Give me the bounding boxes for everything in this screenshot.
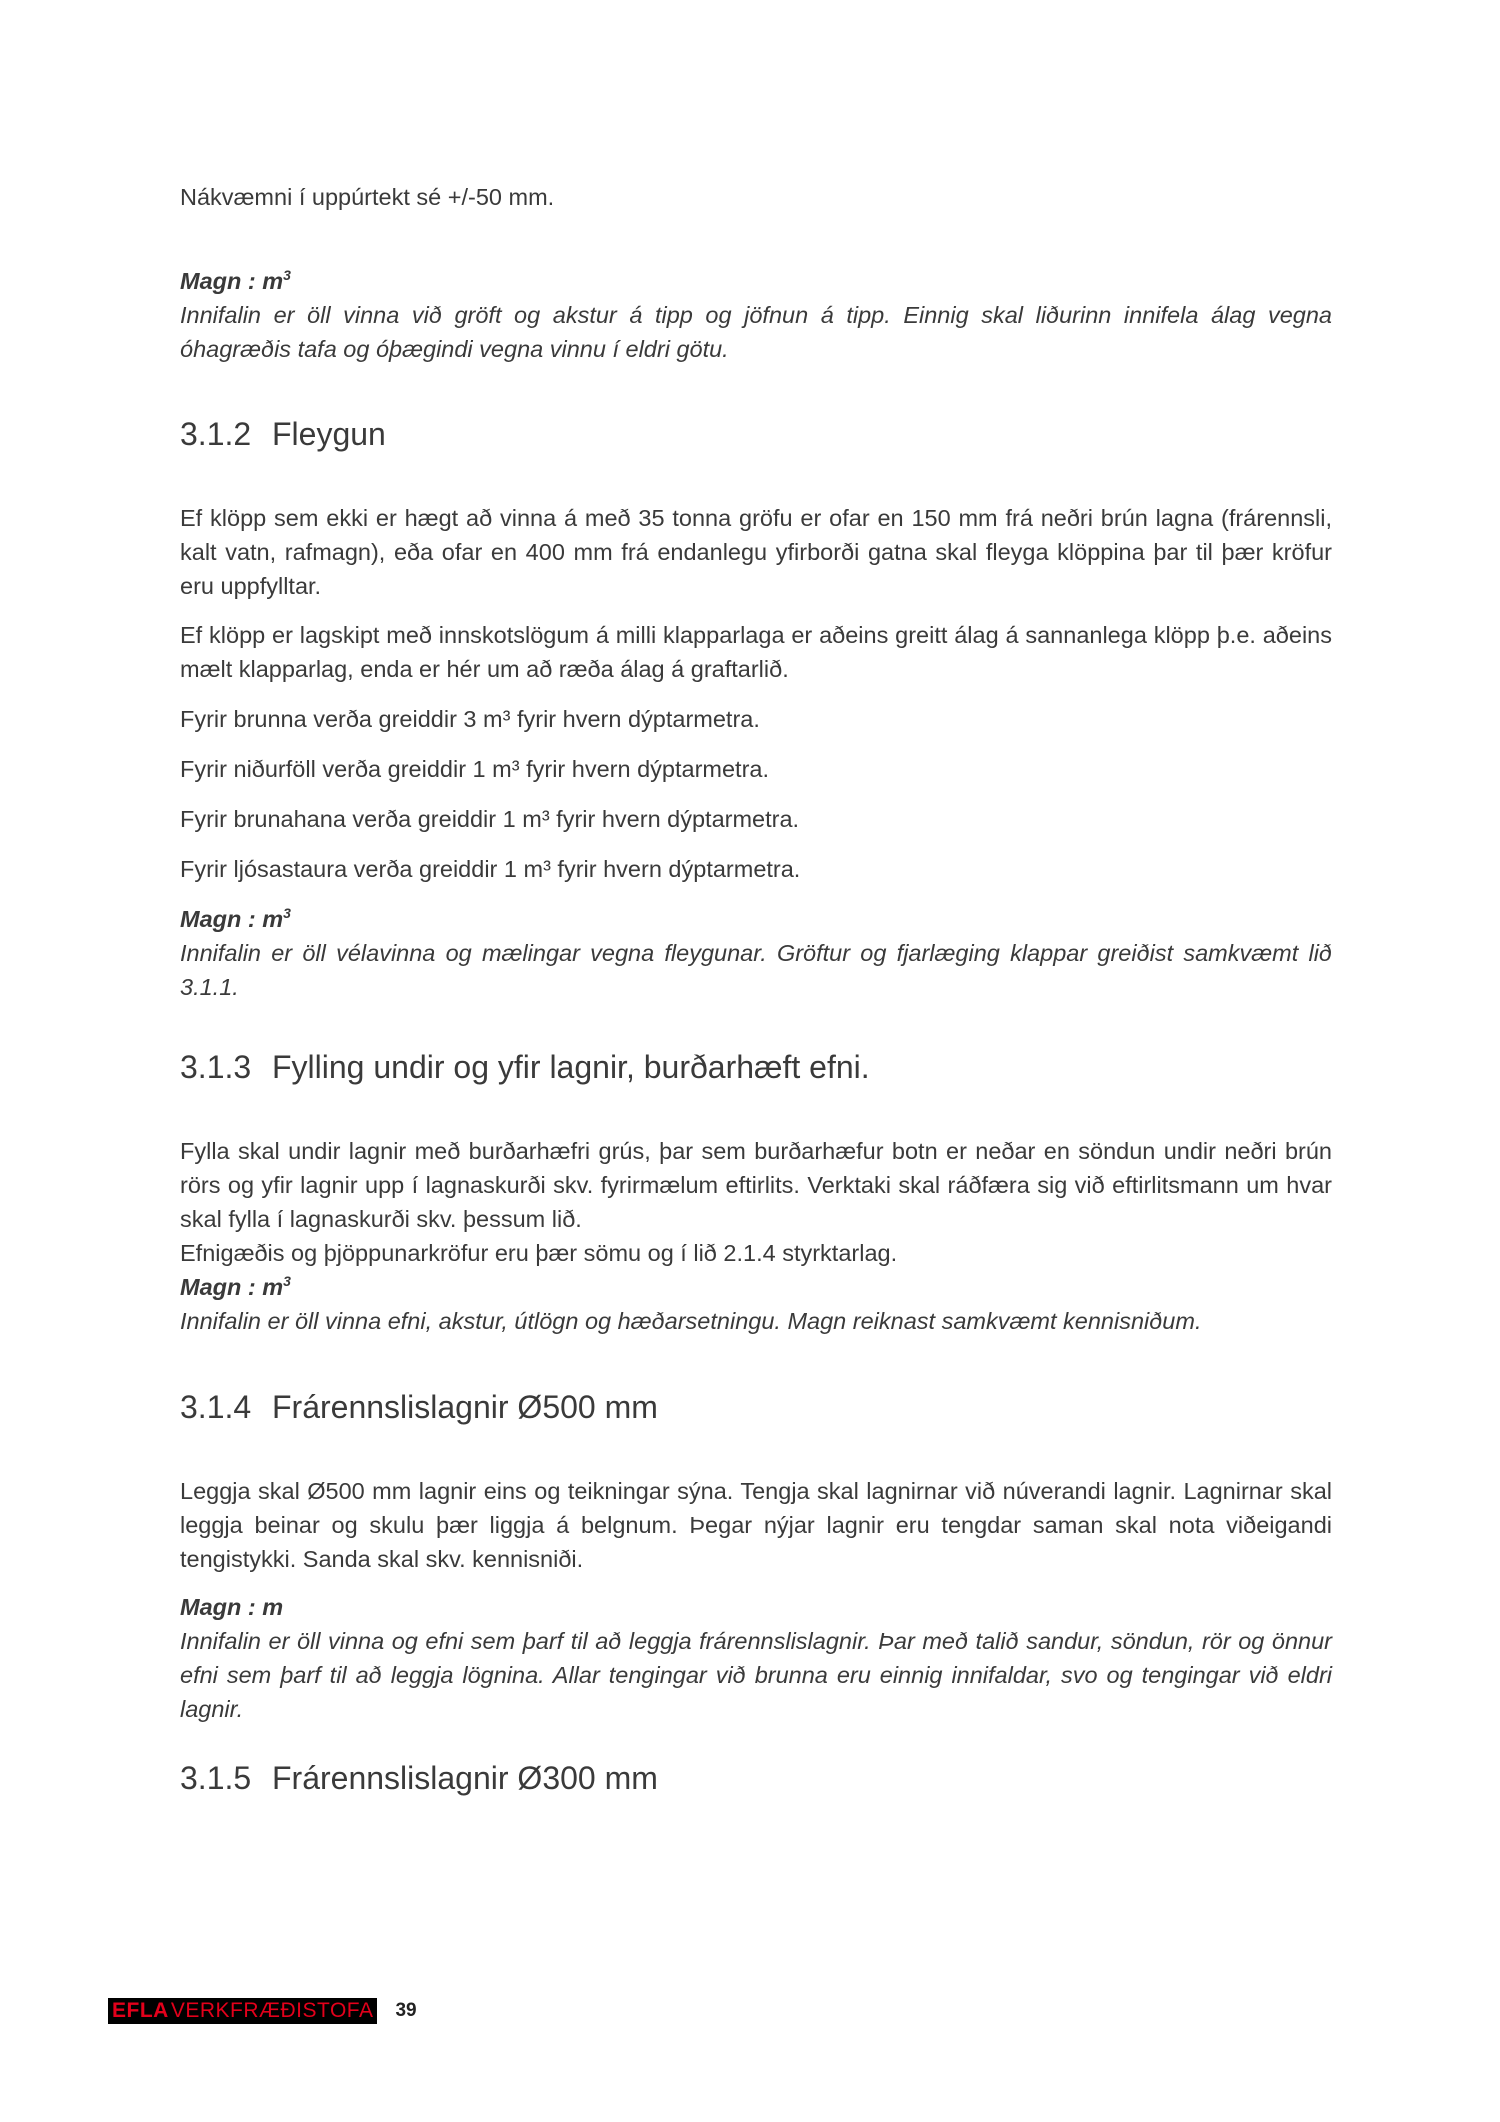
fleygun-line-brunahanar: Fyrir brunahana verða greiddir 1 m³ fyrir hvern dýptarmetra. (180, 806, 800, 832)
efla-logo: EFLA VERKFRÆÐISTOFA (108, 1998, 377, 2024)
magn-note-313: Innifalin er öll vinna efni, akstur, útlögn og hæðarsetningu. Magn reiknast samkvæmt kennisniðum. (180, 1308, 1202, 1334)
magn-label-314: Magn : m (180, 1594, 284, 1620)
page-number: 39 (395, 2000, 417, 2021)
section-heading-3-1-5: 3.1.5 Frárennslislagnir Ø300 mm (180, 1760, 658, 1796)
magn-note-312: Innifalin er öll vélavinna og mælingar vegna fleygunar. Gröftur og fjarlæging klappar greiðist samkvæmt lið 3.1.1. (180, 940, 1332, 1000)
fleygun-paragraph-1: Ef klöpp sem ekki er hægt að vinna á með 35 tonna gröfu er ofar en 150 mm frá neðri brún lagna (frárennsli, kalt vatn, rafmagn), eða ofar en 400 mm frá endanlegu yfirborði gatna skal fleyga klöppina þar til þær kröfur eru uppfylltar. (180, 505, 1332, 599)
section-heading-3-1-3: 3.1.3 Fylling undir og yfir lagnir, burðarhæft efni. (180, 1049, 870, 1085)
fleygun-line-brunnar: Fyrir brunna verða greiddir 3 m³ fyrir hvern dýptarmetra. (180, 706, 760, 732)
frarennsli-500-paragraph: Leggja skal Ø500 mm lagnir eins og teikningar sýna. Tengja skal lagnirnar við núverandi lagnir. Lagnirnar skal leggja beinar og skulu þær liggja á belgnum. Þegar nýjar lagnir eru tengdar saman skal nota viðeigandi tengistykki. Sanda skal skv. kennisniði. (180, 1478, 1332, 1572)
section-heading-3-1-4: 3.1.4 Frárennslislagnir Ø500 mm (180, 1389, 658, 1425)
fylling-paragraph-1: Fylla skal undir lagnir með burðarhæfri grús, þar sem burðarhæfur botn er neðar en söndun undir neðri brún rörs og yfir lagnir upp í lagnaskurði skv. fyrirmælum eftirlits. Verktaki skal ráðfæra sig við eftirlitsmann um hvar skal fylla í lagnaskurði skv. þessum lið. (180, 1138, 1332, 1232)
page-footer (108, 1998, 417, 2024)
accuracy-text: Nákvæmni í uppúrtekt sé +/-50 mm. (180, 184, 555, 210)
fylling-paragraph-2: Efnigæðis og þjöppunarkröfur eru þær sömu og í lið 2.1.4 styrktarlag. (180, 1240, 898, 1266)
section-heading-3-1-2: 3.1.2 Fleygun (180, 416, 386, 452)
fleygun-line-ljosastaurar: Fyrir ljósastaura verða greiddir 1 m³ fyrir hvern dýptarmetra. (180, 856, 801, 882)
magn-note-314: Innifalin er öll vinna og efni sem þarf til að leggja frárennslislagnir. Þar með talið sandur, söndun, rör og önnur efni sem þarf til að leggja lögnina. Allar tengingar við brunna eru einnig innifaldar, svo og tengingar við eldri lagnir. (180, 1628, 1332, 1722)
magn-label-312: Magn : $m^3$ (180, 905, 291, 932)
fleygun-line-nidurfoll: Fyrir niðurföll verða greiddir 1 m³ fyrir hvern dýptarmetra. (180, 756, 769, 782)
magn-label-313: Magn : $m^3$ (180, 1273, 291, 1300)
magn-label-311: Magn : $m^3$ (180, 267, 291, 294)
magn-note-311: Innifalin er öll vinna við gröft og akstur á tipp og jöfnun á tipp. Einnig skal liðurinn innifela álag vegna óhagræðis tafa og óþægindi vegna vinnu í eldri götu. (180, 302, 1332, 362)
fleygun-paragraph-2: Ef klöpp er lagskipt með innskotslögum á milli klapparlaga er aðeins greitt álag á sannanlega klöpp þ.e. aðeins mælt klapparlag, enda er hér um að ræða álag á graftarlið. (180, 622, 1332, 682)
